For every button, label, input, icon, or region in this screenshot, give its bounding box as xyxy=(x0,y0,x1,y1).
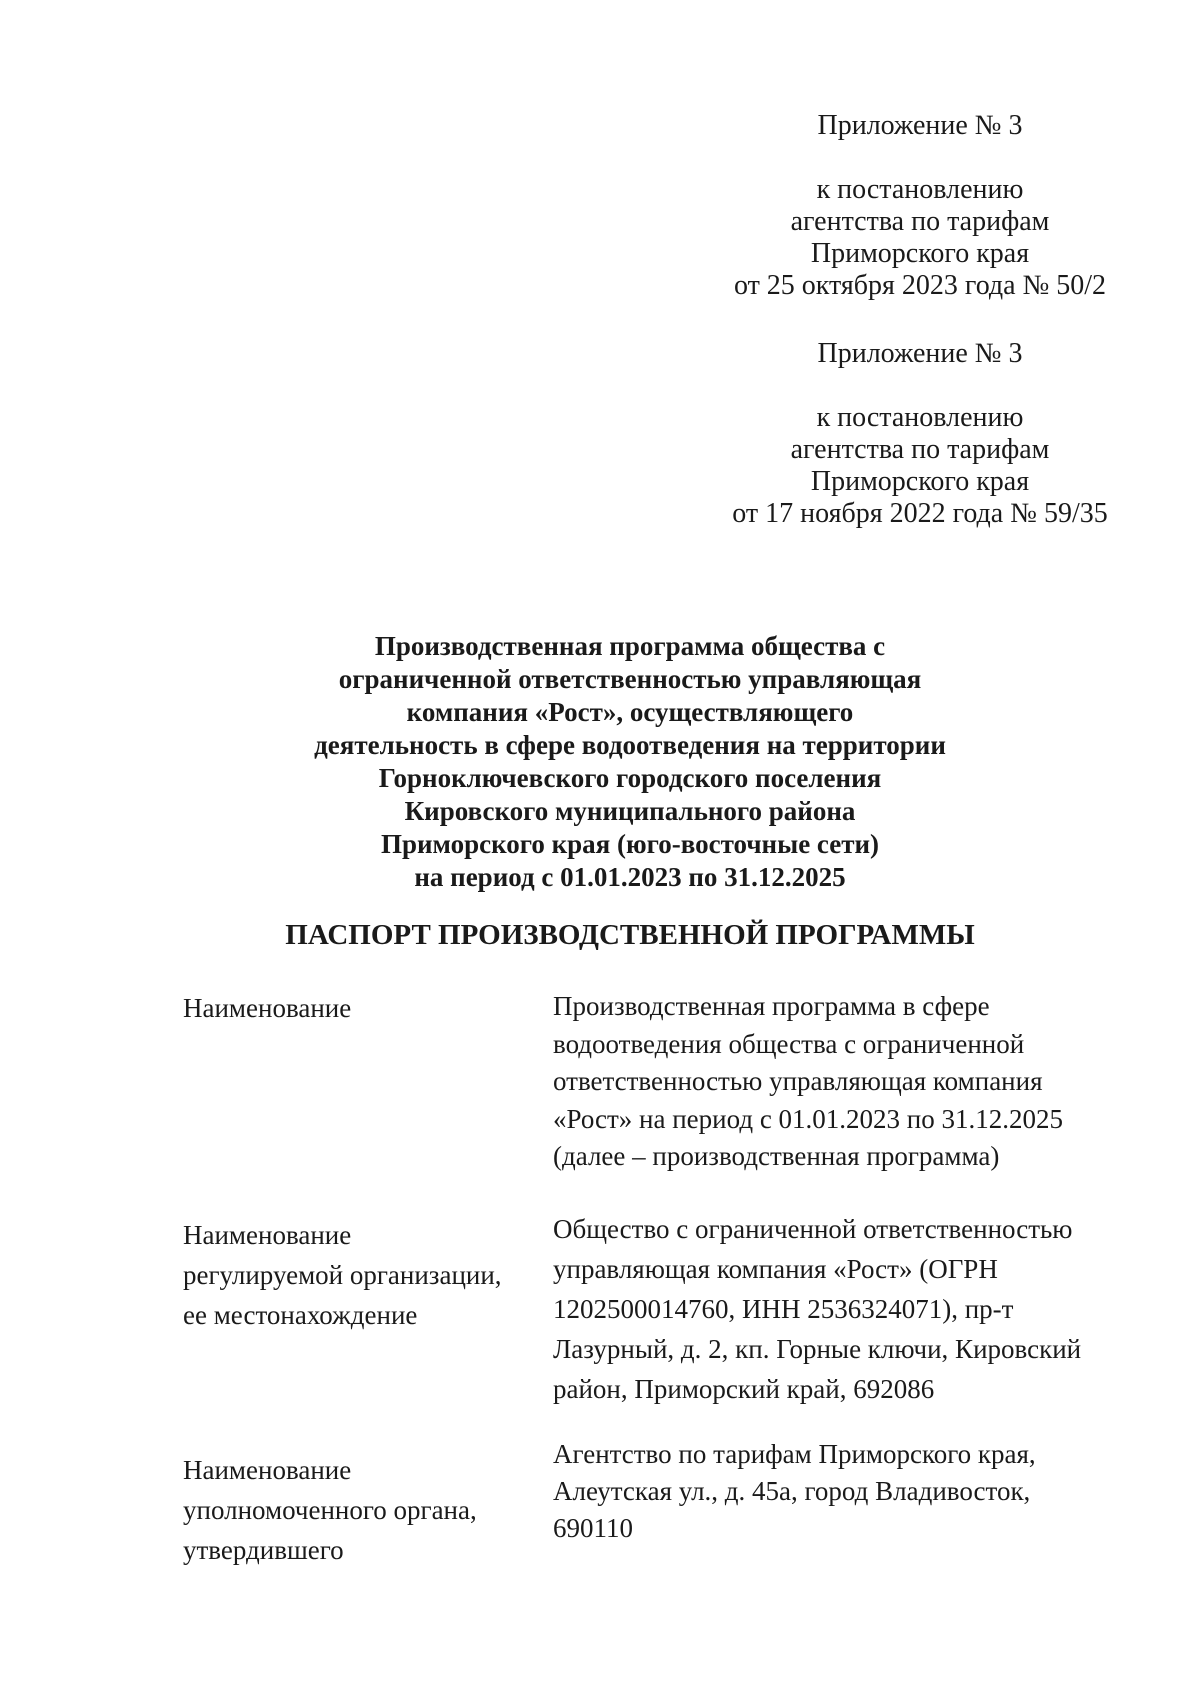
passport-label xyxy=(183,988,543,1028)
program-title-line: на период с 01.01.2023 по 31.12.2025 xyxy=(414,862,846,892)
passport-value xyxy=(553,1209,1123,1409)
passport-value-line: Общество с ограниченной ответственностью xyxy=(553,1214,1073,1244)
passport-label-line: ее местонахождение xyxy=(183,1300,418,1330)
passport-label-line: регулируемой организации, xyxy=(183,1260,502,1290)
program-title-line: деятельность в сфере водоотведения на территории xyxy=(314,730,946,760)
passport-value-line: Алеутская ул., д. 45а, город Владивосток, xyxy=(553,1476,1031,1506)
program-title-line: Горноключевского городского поселения xyxy=(378,763,882,793)
appendix-title: Приложение № 3 xyxy=(817,110,1023,141)
appendix-line: Приморского края xyxy=(810,466,1030,497)
appendix-line: к постановлению xyxy=(816,174,1024,205)
program-title-line: Кировского муниципального района xyxy=(404,796,856,826)
program-title-line: ограниченной ответственностью управляющая xyxy=(338,664,922,694)
passport-label-line: уполномоченного органа, xyxy=(183,1495,477,1525)
appendix-title: Приложение № 3 xyxy=(817,338,1023,369)
passport-value-line: 690110 xyxy=(553,1513,633,1543)
passport-label-line: утвердившего xyxy=(183,1535,344,1565)
passport-value-line: район, Приморский край, 692086 xyxy=(553,1374,935,1404)
appendix-block-2023 xyxy=(720,110,1120,302)
passport-value-line: Производственная программа в сфере xyxy=(553,991,990,1021)
passport-value-line: водоотведения общества с ограниченной xyxy=(553,1028,1025,1059)
appendix-line: агентства по тарифам xyxy=(790,206,1050,237)
passport-label xyxy=(183,1215,543,1335)
passport-label-line: Наименование xyxy=(183,1220,352,1250)
appendix-line: от 25 октября 2023 года № 50/2 xyxy=(733,270,1107,301)
passport-value-line: (далее – производственная программа) xyxy=(553,1141,1000,1171)
program-title-line: компания «Рост», осуществляющего xyxy=(406,697,854,727)
appendix-line: Приморского края xyxy=(810,238,1030,269)
passport-value xyxy=(553,988,1123,1176)
appendix-line: агентства по тарифам xyxy=(790,434,1050,465)
passport-label-line: Наименование xyxy=(183,1455,352,1485)
program-title-line: Приморского края (юго-восточные сети) xyxy=(380,829,880,859)
passport-value-line: 1202500014760, ИНН 2536324071), пр-т xyxy=(553,1294,1014,1324)
program-title xyxy=(200,630,1060,894)
appendix-line: к постановлению xyxy=(816,402,1024,433)
passport-value-line: Агентство по тарифам Приморского края, xyxy=(553,1439,1036,1469)
passport-value-line: управляющая компания «Рост» (ОГРН xyxy=(553,1254,998,1284)
passport-label-line: Наименование xyxy=(183,993,352,1023)
passport-value-line: ответственностью управляющая компания xyxy=(553,1066,1043,1096)
passport-value-line: Лазурный, д. 2, кп. Горные ключи, Кировский xyxy=(553,1334,1082,1364)
appendix-block-2022 xyxy=(720,338,1120,530)
passport-value xyxy=(553,1436,1123,1547)
passport-value-line: «Рост» на период с 01.01.2023 по 31.12.2025 xyxy=(553,1103,1064,1134)
program-title-line: Производственная программа общества с xyxy=(374,631,886,661)
passport-label xyxy=(183,1450,543,1570)
appendix-line: от 17 ноября 2022 года № 59/35 xyxy=(732,498,1108,529)
passport-heading: ПАСПОРТ ПРОИЗВОДСТВЕННОЙ ПРОГРАММЫ xyxy=(285,919,975,951)
